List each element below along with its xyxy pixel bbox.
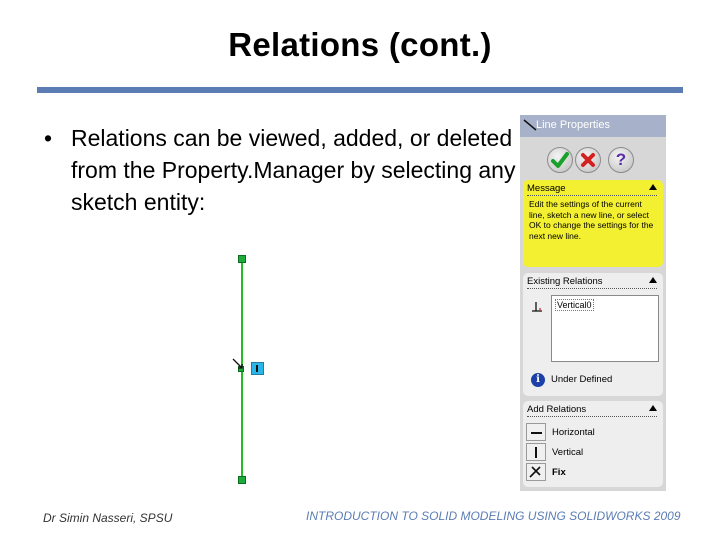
existing-relations-list[interactable] xyxy=(551,295,659,362)
add-relation-vertical[interactable] xyxy=(526,443,656,461)
info-icon: i xyxy=(531,373,545,387)
line-icon xyxy=(523,119,537,131)
bullet-text: Relations can be viewed, added, or deleted from the Property.Manager by selecting any sketch entity: xyxy=(71,125,516,215)
relations-list-icon xyxy=(530,300,544,312)
line-bottom-endpoint[interactable] xyxy=(238,476,246,484)
add-relation-horizontal[interactable] xyxy=(526,423,656,441)
horizontal-icon[interactable] xyxy=(526,423,546,441)
bullet-symbol: • xyxy=(44,125,53,151)
green-check-icon xyxy=(548,148,572,172)
add-relation-fix[interactable] xyxy=(526,463,656,481)
add-relations-label: Add Relations xyxy=(527,404,587,415)
title-divider xyxy=(37,87,683,93)
collapse-arrow-icon[interactable] xyxy=(649,277,657,283)
fix-icon[interactable] xyxy=(526,463,546,481)
add-relation-label: Horizontal xyxy=(552,427,595,438)
add-relations-group xyxy=(523,401,663,487)
vertical-relation-icon[interactable] xyxy=(251,362,264,375)
group-divider xyxy=(527,288,657,289)
collapse-arrow-icon[interactable] xyxy=(649,184,657,190)
red-x-icon xyxy=(576,148,600,172)
line-top-endpoint[interactable] xyxy=(238,255,246,263)
property-manager-header xyxy=(520,115,666,137)
definition-status: Under Defined xyxy=(551,374,613,385)
add-relation-label: Vertical xyxy=(552,447,584,458)
group-divider xyxy=(527,195,657,196)
message-text: Edit the settings of the current line, sketch a new line, or select OK to change the settings for the next new line. xyxy=(529,199,654,241)
message-group-label: Message xyxy=(527,183,566,194)
footer-author: Dr Simin Nasseri, SPSU xyxy=(43,511,173,525)
select-cursor-icon xyxy=(232,358,248,374)
relation-item-vertical0[interactable]: Vertical0 xyxy=(557,300,592,310)
cancel-button[interactable] xyxy=(575,147,601,173)
property-manager-title: Line Properties xyxy=(536,119,610,131)
existing-relations-label: Existing Relations xyxy=(527,276,603,287)
footer-course-title: INTRODUCTION TO SOLID MODELING USING SOLIDWORKS 2009 xyxy=(306,509,681,523)
add-relation-label: Fix xyxy=(552,467,566,478)
message-group xyxy=(523,180,663,267)
slide-title: Relations (cont.) xyxy=(228,26,492,63)
help-button[interactable]: ? xyxy=(608,147,634,173)
ok-button[interactable] xyxy=(547,147,573,173)
property-manager xyxy=(520,115,666,491)
existing-relations-group xyxy=(523,273,663,396)
vertical-icon[interactable] xyxy=(526,443,546,461)
group-divider xyxy=(527,416,657,417)
collapse-arrow-icon[interactable] xyxy=(649,405,657,411)
